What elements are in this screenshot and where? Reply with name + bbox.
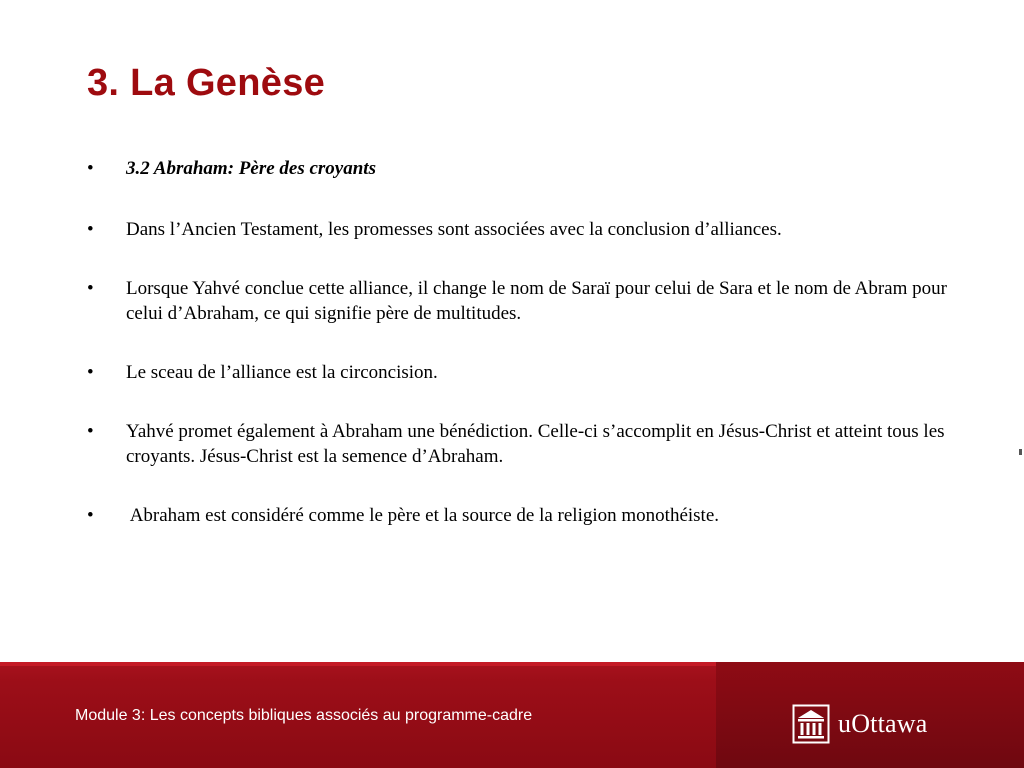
edge-mark	[1019, 449, 1022, 455]
footer-module-text: Module 3: Les concepts bibliques associés au programme-cadre	[75, 707, 533, 724]
bullet-text: Le sceau de l’alliance est la circoncision.	[126, 362, 438, 383]
bullet-list	[87, 156, 947, 562]
bullet-text: 3.2 Abraham: Père des croyants	[126, 158, 376, 179]
logo-text: uOttawa	[838, 709, 928, 738]
bullet-item	[87, 503, 947, 528]
uottawa-logo	[792, 702, 927, 746]
footer-bar	[0, 662, 1024, 768]
bullet-icon: •	[87, 278, 94, 299]
university-building-icon	[792, 704, 830, 744]
slide-title: 3. La Genèse	[87, 62, 326, 104]
bullet-item-subtitle	[87, 156, 947, 181]
bullet-item	[87, 217, 947, 242]
bullet-text: Abraham est considéré comme le père et la source de la religion monothéiste.	[126, 505, 720, 526]
bullet-icon: •	[87, 158, 94, 179]
bullet-item	[87, 276, 947, 326]
bullet-icon: •	[87, 362, 94, 383]
bullet-icon: •	[87, 219, 94, 240]
bullet-text: Lorsque Yahvé conclue cette alliance, il change le nom de Saraï pour celui de Sara et le nom de Abram pour celui d’Abraham, ce qui signifie père de multitudes.	[126, 278, 947, 324]
bullet-icon: •	[87, 505, 94, 526]
bullet-item	[87, 419, 947, 469]
bullet-text: Dans l’Ancien Testament, les promesses sont associées avec la conclusion d’alliances.	[126, 219, 782, 240]
bullet-icon: •	[87, 421, 94, 442]
bullet-item	[87, 360, 947, 385]
bullet-text: Yahvé promet également à Abraham une bénédiction. Celle-ci s’accomplit en Jésus-Christ et atteint tous les croyants. Jésus-Christ est la semence d’Abraham.	[126, 421, 945, 467]
